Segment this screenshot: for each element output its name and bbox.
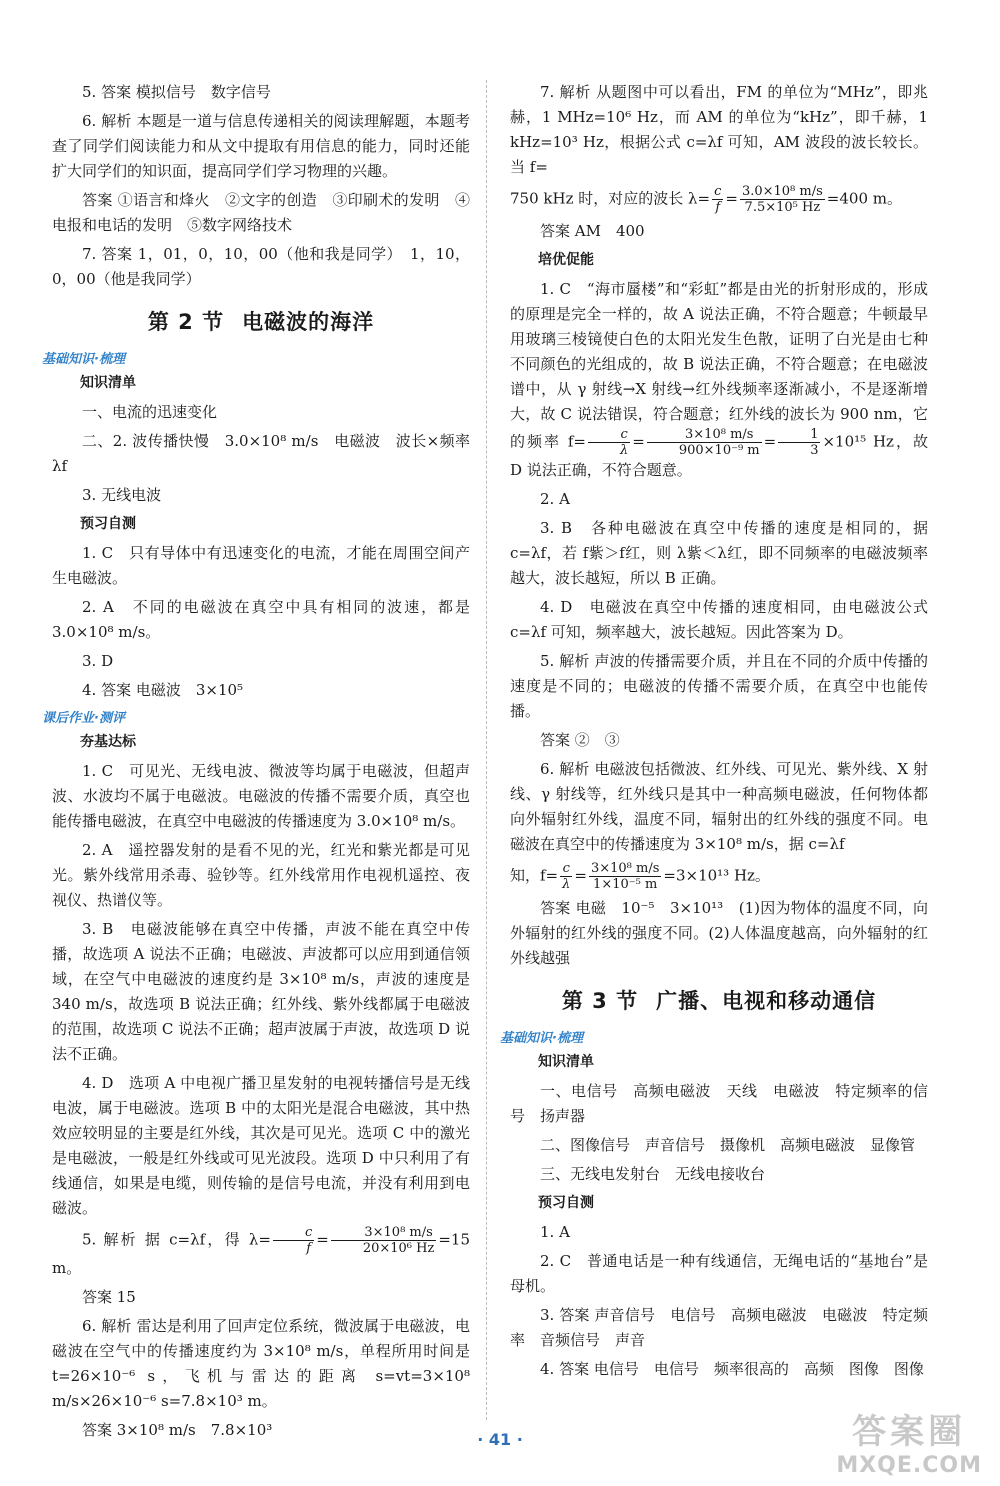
question-answer: 3. B 电磁波能够在真空中传播，声波不能在真空中传播，故选项 A 说法不正确；电磁波、声波都可以应用到通信领域，在空气中电磁波的速度约是 3×10⁸ m/s，声波的速度是 340 m/s，故选项 B 说法正确；红外线、紫外线都属于电磁波的范围，故选项 C 说法不正确；超声波属于声波，故选项 D 说法不正确。 bbox=[52, 920, 470, 1063]
fraction bbox=[331, 1225, 437, 1256]
watermark-url: MXQE.COM bbox=[836, 1453, 982, 1478]
section-title bbox=[510, 985, 928, 1015]
answer-text: 7. 答案 1，01，0，10，00（他和我是同学） 1，10，0，00（他是我同学） bbox=[52, 245, 470, 288]
answer-text: 答案 电磁 10⁻⁵ 3×10¹³ (1)因为物体的温度不同，向外辐射的红外线的强度不同。(2)人体温度越高，向外辐射的红外线越强 bbox=[510, 899, 928, 967]
answer-text: 答案 AM 400 bbox=[540, 222, 645, 240]
formula-line bbox=[510, 861, 928, 892]
denominator: λ bbox=[620, 443, 629, 458]
numerator: 3×10⁸ m/s bbox=[331, 1225, 437, 1241]
fraction bbox=[560, 861, 572, 892]
formula-text: =15 m。 bbox=[52, 1230, 470, 1277]
section-title bbox=[52, 306, 470, 336]
denominator: 7.5×10⁵ Hz bbox=[744, 200, 821, 215]
watermark-logo-text: 答案圈 bbox=[852, 1412, 967, 1452]
question-answer: 2. A bbox=[540, 490, 570, 508]
question-answer: 4. 答案 电磁波 3×10⁵ bbox=[82, 681, 244, 699]
category-tag: 基础知识·梳理 bbox=[42, 352, 125, 367]
subheading: 预习自测 bbox=[538, 1195, 594, 1211]
subheading: 知识清单 bbox=[538, 1054, 594, 1070]
formula-text: 5. 解析 据 c=λf，得 λ= bbox=[82, 1230, 271, 1249]
category-tag: 课后作业·测评 bbox=[42, 711, 125, 726]
equals-sign: = bbox=[574, 866, 587, 885]
fraction bbox=[740, 184, 825, 215]
analysis-text: 6. 解析 雷达是利用了回声定位系统，微波属于电磁波，电磁波在空气中的传播速度约为 3×10⁸ m/s，单程所用时间是 t=26×10⁻⁶ s，飞机与雷达的距离 s=vt=3×10⁸ m/s×26×10⁻⁶ s=7.8×10³ m。 bbox=[52, 1317, 470, 1410]
fraction bbox=[647, 427, 762, 458]
left-column bbox=[42, 80, 486, 1447]
subheading: 预习自测 bbox=[80, 516, 136, 532]
denominator: f bbox=[306, 1241, 312, 1256]
question-answer: 2. A 遥控器发射的是看不见的光，红光和紫光都是可见光。紫外线常用杀毒、验钞等。红外线常用作电视机遥控、夜视仪、热谱仪等。 bbox=[52, 841, 470, 909]
knowledge-item: 二、图像信号 声音信号 摄像机 高频电磁波 显像管 bbox=[540, 1136, 916, 1154]
numerator: 3×10⁸ m/s bbox=[590, 861, 660, 876]
question-answer: 3. D bbox=[82, 652, 114, 670]
denominator: λ bbox=[562, 877, 571, 892]
analysis-text: 1. C “海市蜃楼”和“彩虹”都是由光的折射形成的，形成的原理是完全一样的，故 A 说法正确，不符合题意；牛顿最早用玻璃三棱镜使白色的太阳光发生色散，证明了白光是由七种不同颜色的光组成的，故 B 说法正确，不符合题意；在电磁波谱中，从 γ 射线→X 射线→红外线频率逐渐减小，不是逐渐增大，故 C 说法错误，符合题意；红外线的波长为 900 nm，它的频率 f= bbox=[510, 280, 928, 451]
numerator: 3×10⁸ m/s bbox=[647, 427, 762, 443]
question-answer bbox=[510, 277, 928, 483]
knowledge-item: 一、电流的迅速变化 bbox=[82, 403, 218, 421]
answer-text: 答案 3×10⁸ m/s 7.8×10³ bbox=[82, 1421, 273, 1439]
answer-text: 答案 ①语言和烽火 ②文字的创造 ③印刷术的发明 ④电报和电话的发明 ⑤数字网络技术 bbox=[52, 191, 470, 234]
question-answer: 2. A 不同的电磁波在真空中具有相同的波速，都是 3.0×10⁸ m/s。 bbox=[52, 598, 470, 641]
numerator: 1 bbox=[778, 427, 820, 443]
fraction bbox=[778, 427, 820, 458]
knowledge-item: 一、电信号 高频电磁波 天线 电磁波 特定频率的信号 扬声器 bbox=[510, 1082, 928, 1125]
formula-text: =400 m。 bbox=[826, 189, 902, 208]
formula-line bbox=[510, 184, 928, 215]
section-name: 广播、电视和移动通信 bbox=[656, 989, 877, 1013]
subheading: 夯基达标 bbox=[80, 734, 136, 750]
category-tag: 基础知识·梳理 bbox=[500, 1031, 583, 1046]
numerator: c bbox=[714, 184, 722, 199]
formula-text: ×10¹⁵ Hz，故 D 说法正确，不符合题意。 bbox=[510, 432, 929, 479]
equals-sign: = bbox=[725, 189, 738, 208]
knowledge-item: 三、无线电发射台 无线电接收台 bbox=[540, 1165, 766, 1183]
answer-text: 答案 15 bbox=[82, 1288, 136, 1306]
formula-text: =3×10¹³ Hz。 bbox=[663, 866, 770, 885]
numerator: 3.0×10⁸ m/s bbox=[741, 184, 823, 199]
question-answer: 4. D 选项 A 中电视广播卫星发射的电视转播信号是无线电波，属于电磁波。选项 B 中的太阳光是混合电磁波，其中热效应较明显的主要是红外线，其次是可见光。选项 C 中的激光是电磁波，一般是红外线或可见光波段。选项 D 中只利用了有线通信，如果是电缆，则传输的是信号电流，并没有利用到电磁波。 bbox=[52, 1074, 470, 1217]
numerator: c bbox=[273, 1225, 314, 1241]
knowledge-item: 3. 无线电波 bbox=[82, 486, 162, 504]
section-number: 第 2 节 bbox=[147, 310, 225, 334]
question-answer: 2. C 普通电话是一种有线通信，无绳电话的“基地台”是母机。 bbox=[510, 1252, 928, 1295]
denominator: 3 bbox=[810, 443, 819, 458]
denominator: f bbox=[715, 200, 721, 215]
section-name: 电磁波的海洋 bbox=[242, 310, 375, 334]
formula-line bbox=[52, 1225, 470, 1281]
equals-sign: = bbox=[632, 432, 645, 451]
denominator: 900×10⁻⁹ m bbox=[678, 443, 760, 458]
question-answer: 4. 答案 电信号 电信号 频率很高的 高频 图像 图像 bbox=[540, 1360, 924, 1378]
fraction bbox=[589, 861, 661, 892]
question-answer: 3. B 各种电磁波在真空中传播的速度是相同的，据 c=λf，若 f紫＞f红，则 λ紫＜λ红，即不同频率的电磁波频率越大，波长越短，所以 B 正确。 bbox=[510, 519, 928, 587]
column-divider bbox=[486, 80, 487, 1420]
right-column bbox=[500, 80, 929, 1386]
denominator: 1×10⁻⁵ m bbox=[593, 877, 658, 892]
subheading: 培优促能 bbox=[538, 252, 594, 268]
analysis-text: 7. 解析 从题图中可以看出，FM 的单位为“MHz”，即兆赫，1 MHz=10⁶ Hz，而 AM 的单位为“kHz”，即千赫，1 kHz=10³ Hz，根据公式 c=λf 可知，AM 波段的波长较长。当 f= bbox=[510, 83, 928, 176]
denominator: 20×10⁶ Hz bbox=[362, 1241, 435, 1256]
fraction bbox=[588, 427, 630, 458]
page-number: · 41 · bbox=[477, 1430, 523, 1449]
question-answer: 1. C 可见光、无线电波、微波等均属于电磁波，但超声波、水波均不属于电磁波。电磁波的传播不需要介质，真空也能传播电磁波，在真空中电磁波的传播速度为 3.0×10⁸ m/s。 bbox=[52, 762, 470, 830]
question-answer: 4. D 电磁波在真空中传播的速度相同，由电磁波公式 c=λf 可知，频率越大，波长越短。因此答案为 D。 bbox=[510, 598, 928, 641]
numerator: c bbox=[588, 427, 630, 443]
question-answer: 3. 答案 声音信号 电信号 高频电磁波 电磁波 特定频率 音频信号 声音 bbox=[510, 1306, 928, 1349]
analysis-text: 6. 解析 电磁波包括微波、红外线、可见光、紫外线、X 射线、γ 射线等，红外线只是其中一种高频电磁波，任何物体都向外辐射红外线，温度不同，辐射出的红外线的强度不同。电磁波在真空中的传播速度为 3×10⁸ m/s，据 c=λf bbox=[510, 760, 928, 853]
answer-text: 5. 答案 模拟信号 数字信号 bbox=[82, 83, 271, 101]
answer-text: 答案 ② ③ bbox=[540, 731, 620, 749]
equals-sign: = bbox=[763, 432, 777, 451]
watermark-logo bbox=[836, 1404, 982, 1478]
subheading: 知识清单 bbox=[80, 375, 136, 391]
numerator: c bbox=[560, 861, 572, 877]
equals-sign: = bbox=[316, 1230, 329, 1249]
question-answer: 1. C 只有导体中有迅速变化的电流，才能在周围空间产生电磁波。 bbox=[52, 544, 470, 587]
fraction bbox=[273, 1225, 314, 1256]
knowledge-item: 二、2. 波传播快慢 3.0×10⁸ m/s 电磁波 波长×频率 λf bbox=[52, 432, 486, 475]
analysis-text: 5. 解析 声波的传播需要介质，并且在不同的介质中传播的速度是不同的；电磁波的传播不需要介质，在真空中也能传播。 bbox=[510, 652, 928, 720]
formula-text: 750 kHz 时，对应的波长 λ= bbox=[510, 189, 711, 208]
fraction bbox=[712, 184, 723, 215]
analysis-text: 6. 解析 本题是一道与信息传递相关的阅读理解题，本题考查了同学们阅读能力和从文中提取有用信息的能力，同时还能扩大同学们的知识面，提高同学们学习物理的兴趣。 bbox=[52, 112, 470, 180]
section-number: 第 3 节 bbox=[561, 989, 639, 1013]
formula-text: 知，f= bbox=[510, 866, 559, 885]
question-answer: 1. A bbox=[540, 1223, 570, 1241]
